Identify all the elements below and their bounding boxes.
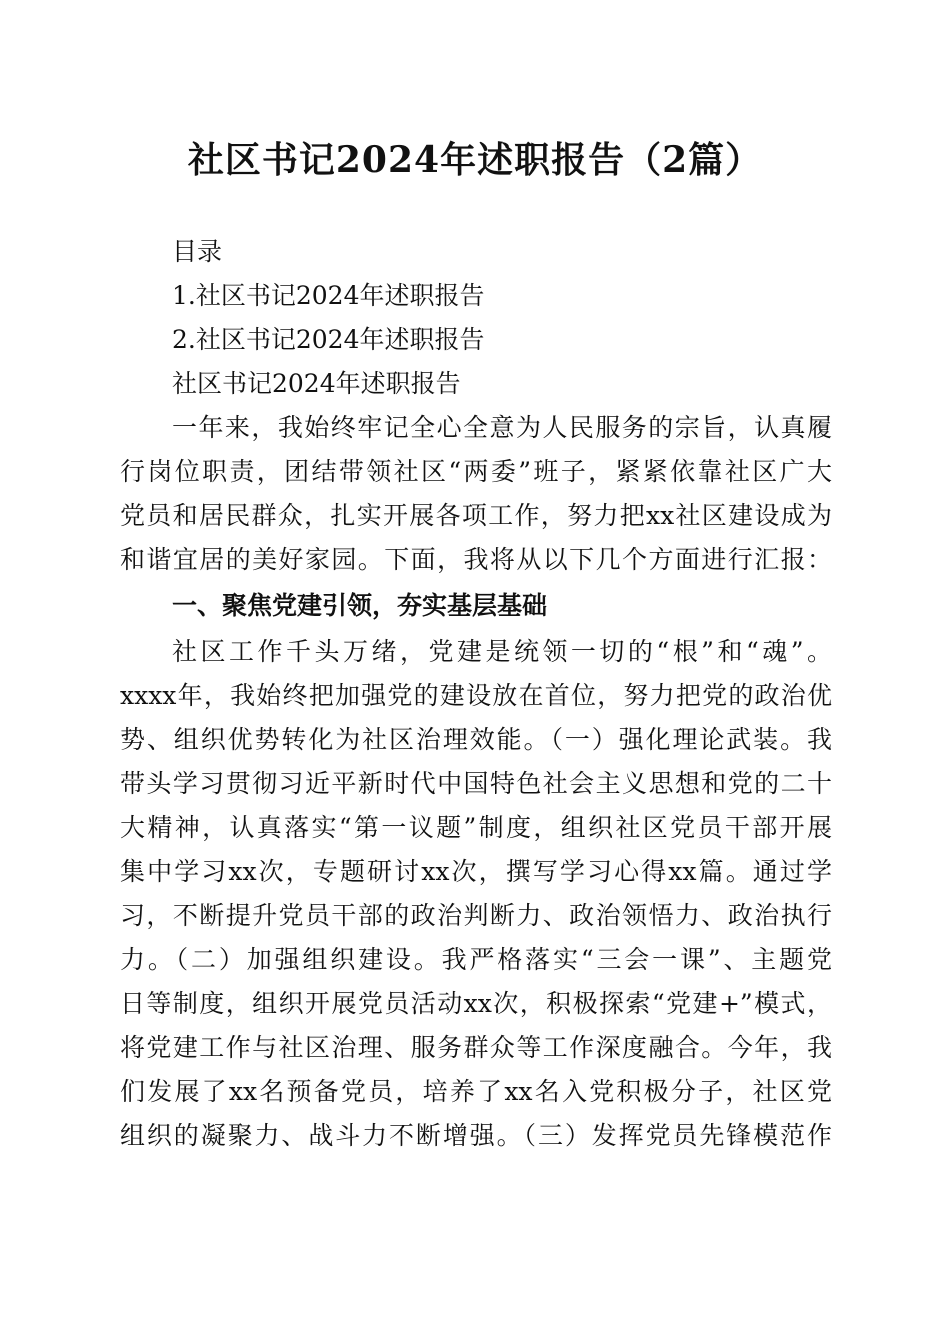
paragraph-2-line-3: 势、组织优势转化为社区治理效能。（一）强化理论武装。我 <box>120 725 832 754</box>
section-1-heading: 一、聚焦党建引领，夯实基层基础 <box>172 591 548 620</box>
paragraph-2-line-1: 社区工作千头万绪，党建是统领一切的“根”和“魂”。 <box>172 637 832 666</box>
paragraph-2-line-8: 力。（二）加强组织建设。我严格落实“三会一课”、主题党 <box>120 945 832 974</box>
toc-item-1: 1.社区书记2024年述职报告 <box>172 281 485 310</box>
paragraph-1-line-2: 行岗位职责，团结带领社区“两委”班子，紧紧依靠社区广大 <box>120 457 832 486</box>
paragraph-1-line-3: 党员和居民群众，扎实开展各项工作，努力把xx社区建设成为 <box>120 501 832 530</box>
toc-label: 目录 <box>172 237 223 266</box>
paragraph-2-line-11: 们发展了xx名预备党员，培养了xx名入党积极分子，社区党 <box>120 1077 832 1106</box>
paragraph-2-line-4: 带头学习贯彻习近平新时代中国特色社会主义思想和党的二十 <box>120 769 832 798</box>
paragraph-2-line-2: xxxx年，我始终把加强党的建设放在首位，努力把党的政治优 <box>120 681 832 710</box>
paragraph-2-line-6: 集中学习xx次，专题研讨xx次，撰写学习心得xx篇。通过学 <box>120 857 832 886</box>
paragraph-1-line-4: 和谐宜居的美好家园。下面，我将从以下几个方面进行汇报： <box>120 545 832 574</box>
paragraph-2-line-5: 大精神，认真落实“第一议题”制度，组织社区党员干部开展 <box>120 813 832 842</box>
paragraph-2-line-10: 将党建工作与社区治理、服务群众等工作深度融合。今年，我 <box>120 1033 832 1062</box>
report-title: 社区书记2024年述职报告 <box>172 369 461 398</box>
paragraph-2-line-12: 组织的凝聚力、战斗力不断增强。（三）发挥党员先锋模范作 <box>120 1121 832 1150</box>
paragraph-2-line-9: 日等制度，组织开展党员活动xx次，积极探索“党建+”模式， <box>120 989 832 1018</box>
document-title: 社区书记2024年述职报告（2篇） <box>187 139 763 181</box>
paragraph-1-line-1: 一年来，我始终牢记全心全意为人民服务的宗旨，认真履 <box>172 413 832 442</box>
toc-item-2: 2.社区书记2024年述职报告 <box>172 325 485 354</box>
paragraph-2-line-7: 习，不断提升党员干部的政治判断力、政治领悟力、政治执行 <box>120 901 832 930</box>
